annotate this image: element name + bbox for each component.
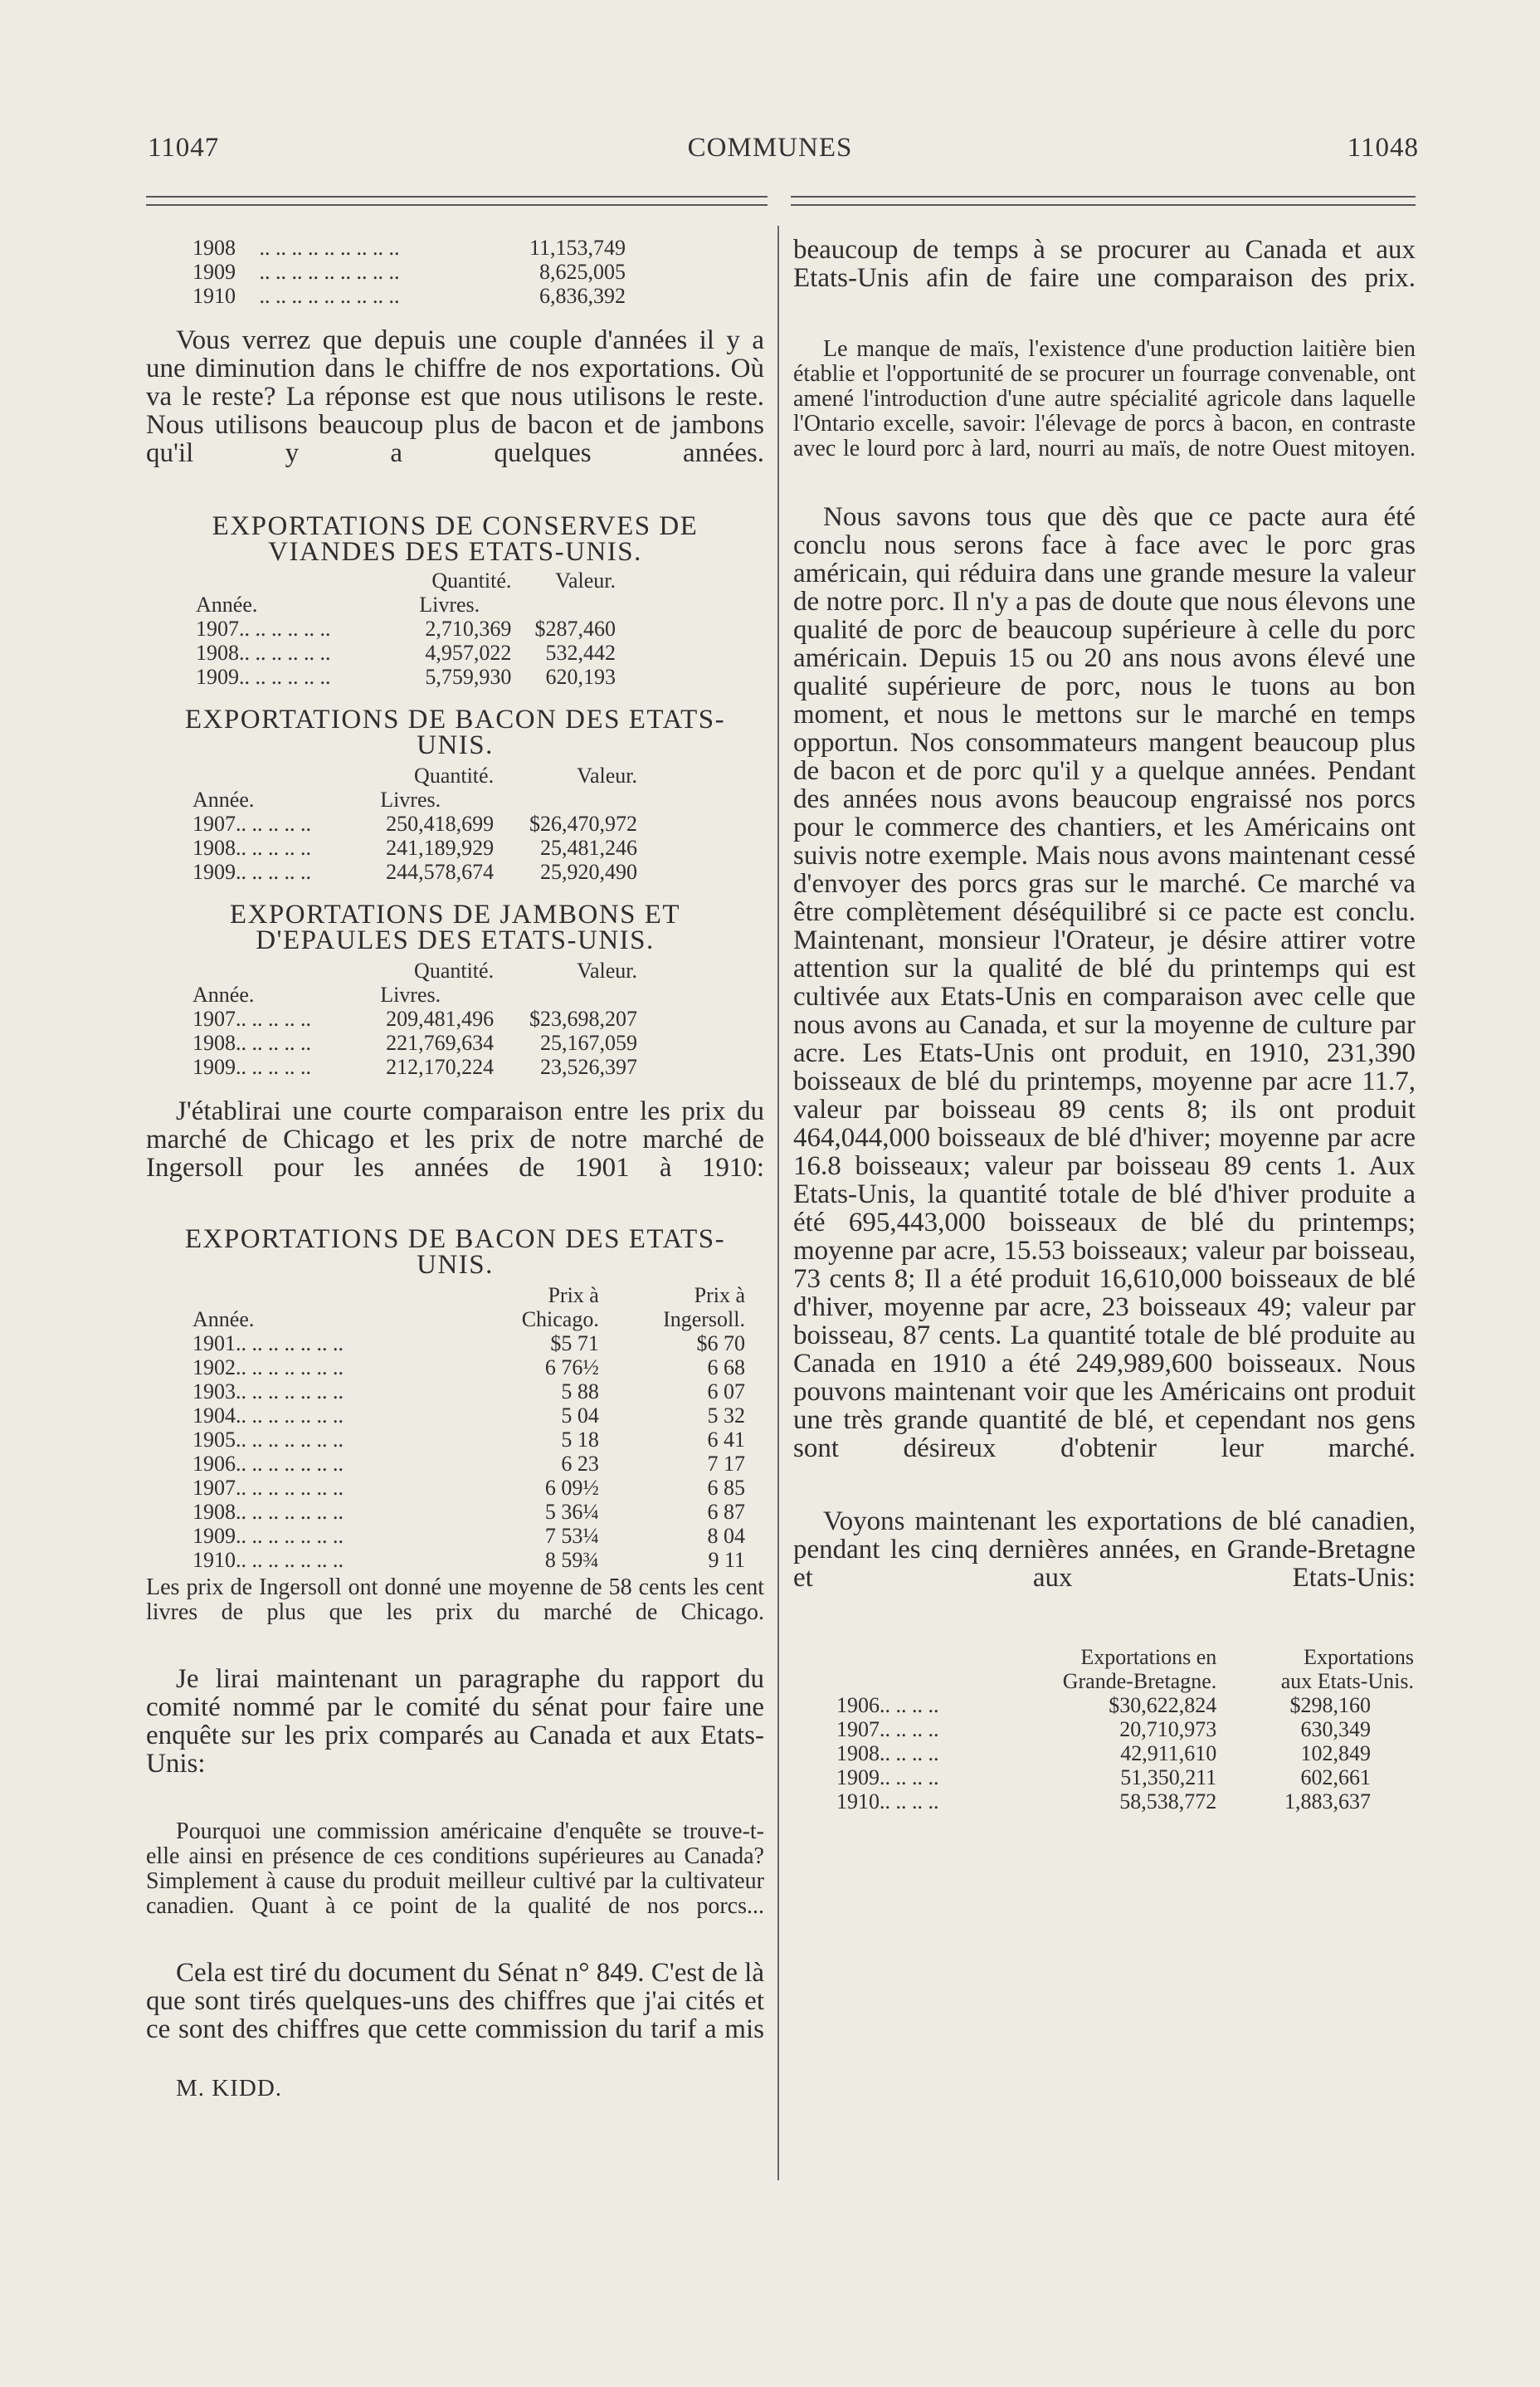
- table-row: 1903.. .. .. .. .. .. .. 5 88 6 07: [192, 1379, 745, 1403]
- paragraph: Je lirai maintenant un paragraphe du rapport du comité nommé par le comité du sénat pour faire une enquête sur les prix comparés au Canada et aux Etats-Unis:: [146, 1664, 764, 1779]
- table-row: 1901.. .. .. .. .. .. .. $5 71 $6 70: [192, 1331, 745, 1355]
- table-row: 1909.. .. .. .. .. .. .. 7 53¼ 8 04: [192, 1524, 745, 1548]
- table-caption: EXPORTATIONS DE CONSERVES DE VIANDES DES ETATS-UNIS.: [212, 511, 699, 567]
- table-row: 1904.. .. .. .. .. .. .. 5 04 5 32: [192, 1403, 745, 1428]
- table-row: 1909.. .. .. .. .. .. 5,759,930 620,193: [196, 665, 616, 689]
- exportations-ble-table: Exportations en Exportations Grande-Bretagne. aux Etats-Unis. 1906.. .. .. .. $30,622,824 $298,160 1907.. .. .. .. 20,710,973 630,349 1908.. .. .. .. 42,911,610 102,849 1909.. .. .. .. 51,350,211 602,661 1910.. .. .. .. 58,538,772 1,883,637: [836, 1645, 1414, 1813]
- paragraph: Voyons maintenant les exportations de blé canadien, pendant les cinq dernières années, en Grande-Bretagne et aux Etats-Unis:: [793, 1506, 1416, 1593]
- table-row: 1907.. .. .. .. .. 209,481,496 $23,698,207: [192, 1007, 637, 1031]
- quote: Le manque de maïs, l'existence d'une production laitière bien établie et l'opportunité de se procurer un fourrage convenable, ont amené l'introduction d'une autre spécialité agricole dans laquelle l'Ontario excelle, savoir: l'élevage de porcs à bacon, en contraste avec le lourd porc à lard, nourri au maïs, de notre Ouest mitoyen.: [793, 336, 1416, 461]
- table-row: 1902.. .. .. .. .. .. .. 6 76½ 6 68: [192, 1355, 745, 1379]
- paragraph: beaucoup de temps à se procurer au Canada et aux Etats-Unis afin de faire une comparaison des prix.: [793, 235, 1416, 293]
- table-row: 1910 .. .. .. .. .. .. .. .. .. 6,836,392: [192, 284, 626, 308]
- page-number-right: 11048: [1347, 133, 1419, 163]
- table-row: 1908.. .. .. .. .. .. 4,957,022 532,442: [196, 641, 616, 665]
- table-row: 1907.. .. .. .. 20,710,973 630,349: [836, 1717, 1371, 1741]
- paragraph: Cela est tiré du document du Sénat n° 849. C'est de là que sont tirés quelques-uns des chiffres que j'ai cités et ce sont des chiffres que cette commission du tarif a mis: [146, 1958, 764, 2044]
- table-row: 1908.. .. .. .. .. .. .. 5 36¼ 6 87: [192, 1500, 745, 1524]
- paragraph: Vous verrez que depuis une couple d'années il y a une diminution dans le chiffre de nos exportations. Où va le reste? La réponse est que nous utilisons le reste. Nous utilisons beaucoup plus de bacon et de jambons qu'il y a quelques années.: [146, 325, 764, 468]
- table-row: 1907.. .. .. .. .. .. 2,710,369 $287,460: [196, 617, 616, 641]
- bacon-table: Quantité. Valeur. Année. Livres. 1907.. .. .. .. .. 250,418,699 $26,470,972 1908.. .. .. .. .. 241,189,929 25,481,246 1909.. .. .. .. .. 244,578,674 25,920,490: [192, 764, 637, 884]
- table-row: 1908 .. .. .. .. .. .. .. .. .. 11,153,749: [192, 236, 626, 260]
- table-row: 1908.. .. .. .. .. 221,769,634 25,167,059: [192, 1031, 637, 1055]
- table-row: 1906.. .. .. .. .. .. .. 6 23 7 17: [192, 1452, 745, 1476]
- table-row: 1906.. .. .. .. $30,622,824 $298,160: [836, 1693, 1371, 1717]
- table-row: 1909.. .. .. .. .. 244,578,674 25,920,490: [192, 860, 637, 884]
- paragraph: Nous savons tous que dès que ce pacte aura été conclu nous serons face à face avec le porc gras américain, qui réduira dans une grande mesure la valeur de notre porc. Il n'y a pas de doute que nous élevons une qualité de porc de beaucoup supérieure à celle du porc américain. Depuis 15 ou 20 ans nous avons élevé une qualité supérieure de porc, nous le tuons au bon moment, et nous le mettons sur le marché en temps opportun. Nos consommateurs mangent beaucoup plus de bacon et de porc qu'il y a quelque années. Pendant des années nous avons beaucoup engraissé nos porcs pour le commerce des chantiers, et les Américains ont suivis notre exemple. Mais nous avons maintenant cessé d'envoyer des porcs gras sur le marché. Ce marché va être complètement déséquilibré si ce pacte est conclu. Maintenant, monsieur l'Orateur, je désire attirer votre attention sur la qualité de blé du printemps qui est cultivée aux Etats-Unis en comparaison avec celle que nous avons au Canada, et sur la moyenne de culture par acre. Les Etats-Unis ont produit, en 1910, 231,390 boisseaux de blé du printemps, moyenne par acre 11.7, valeur par boisseau 89 cents 8; ils ont produit 464,044,000 boisseaux de blé d'hiver; moyenne par acre 16.8 boisseaux; valeur par boisseau 89 cents 1. Aux Etats-Unis, la quantité totale de blé d'hiver produite a été 695,443,000 boisseaux de blé du printemps; moyenne par acre, 15.53 boisseaux; valeur par boisseau, 73 cents 8; Il a été produit 16,610,000 boisseaux de blé d'hiver, moyenne par acre, 23 boisseaux 49; valeur par boisseau, 87 cents. La quantité totale de blé produite au Canada en 1910 a été 249,989,600 boisseaux. Nous pouvons maintenant voir que les Américains ont produit une très grande quantité de blé, et cependant nos gens sont désireux d'obtenir leur marché.: [793, 502, 1416, 1463]
- table-caption: EXPORTATIONS DE BACON DES ETATS- UNIS.: [184, 1224, 726, 1280]
- speaker-signature: M. KIDD.: [176, 2075, 283, 2101]
- rule-gap: [768, 189, 791, 209]
- paragraph: J'établirai une courte comparaison entre les prix du marché de Chicago et les prix de notre marché de Ingersoll pour les années de 1901 à 1910:: [146, 1096, 764, 1183]
- prix-table: Prix à Prix à Année. Chicago. Ingersoll. 1901.. .. .. .. .. .. .. $5 71 $6 70 1902.. .. .. .. .. .. .. 6 76½ 6 68 1903.. .. .. .. .. .. .. 5 88 6 07 1904.. .. .. .. .. .. .. 5 04 5 32 1905.. .. .. .. .. .. .. 5 18 6 41 1906.. .. .. .. .. .. .. 6 23 7 17 1907.. .. .. .. .. .. .. 6 09½ 6 85 1908.. .. .. .. .. .. .. 5 36¼ 6 87 1909.. .. .. .. .. .. .. 7 53¼ 8 04 1910.. .. .. .. .. .. .. 8 59¾ 9 11: [192, 1283, 745, 1572]
- table-caption: EXPORTATIONS DE JAMBONS ET D'EPAULES DES ETATS-UNIS.: [229, 900, 681, 955]
- table-caption: EXPORTATIONS DE BACON DES ETATS- UNIS.: [184, 705, 726, 760]
- column-divider: [777, 226, 779, 2180]
- table-row: 1905.. .. .. .. .. .. .. 5 18 6 41: [192, 1428, 745, 1452]
- table-row: 1907.. .. .. .. .. .. .. 6 09½ 6 85: [192, 1476, 745, 1500]
- conserves-table: Quantité. Valeur. Année. Livres. 1907.. .. .. .. .. .. 2,710,369 $287,460 1908.. .. .. .. .. .. 4,957,022 532,442 1909.. .. .. .. .. .. 5,759,930 620,193: [196, 569, 616, 689]
- page-title: COMMUNES: [687, 133, 853, 163]
- table-row: 1910.. .. .. .. 58,538,772 1,883,637: [836, 1789, 1371, 1813]
- right-column: [793, 229, 1416, 1813]
- table-row: 1908.. .. .. .. 42,911,610 102,849: [836, 1741, 1371, 1765]
- table-row: 1910.. .. .. .. .. .. .. 8 59¾ 9 11: [192, 1548, 745, 1572]
- jambons-table: Quantité. Valeur. Année. Livres. 1907.. .. .. .. .. 209,481,496 $23,698,207 1908.. .. .. .. .. 221,769,634 25,167,059 1909.. .. .. .. .. 212,170,224 23,526,397: [192, 959, 637, 1079]
- table-row: 1909 .. .. .. .. .. .. .. .. .. 8,625,005: [192, 260, 626, 284]
- page-number-left: 11047: [148, 133, 220, 163]
- left-column: [146, 229, 764, 2102]
- table-row: 1908.. .. .. .. .. 241,189,929 25,481,246: [192, 836, 637, 860]
- table-row: 1907.. .. .. .. .. 250,418,699 $26,470,972: [192, 812, 637, 836]
- table-row: 1909.. .. .. .. .. 212,170,224 23,526,397: [192, 1055, 637, 1079]
- note: Les prix de Ingersoll ont donné une moyenne de 58 cents les cent livres de plus que les prix du marché de Chicago.: [146, 1574, 764, 1625]
- intro-table: [192, 236, 626, 308]
- quote: Pourquoi une commission américaine d'enquête se trouve-t-elle ainsi en présence de ces conditions supérieures au Canada? Simplement à cause du produit meilleur cultivé par la cultivateur canadien. Quant à ce point de la qualité de nos porcs...: [146, 1818, 764, 1919]
- table-row: 1909.. .. .. .. 51,350,211 602,661: [836, 1765, 1371, 1789]
